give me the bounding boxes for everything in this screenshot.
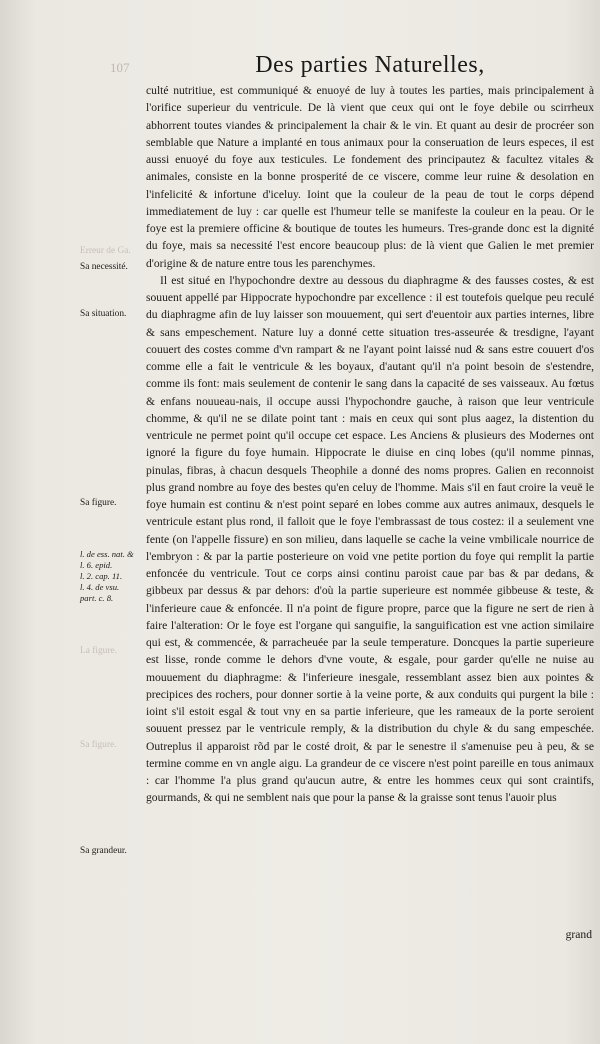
main-text-block bbox=[146, 82, 594, 807]
reference-line: l. 6. epid. bbox=[80, 560, 113, 570]
paragraph-continuation: culté nutritiue, est communiqué & enuoyé de luy à toutes les parties, mais principalement à l'orifice superieur du ventricule. De là vient que ceux qui ont le foye debile ou scirrheux abhorrent toutes viandes & principalement la chair & le vin. Et quant au desir de procréer son semblable que Nature a implanté en tous animaux pour la conseruation de leurs especes, il est aussi enuoyé du foye aux testicules. Le fondement des principautez & facultez vitales & animales, consiste en la bonne prosperité de ce viscere, comme leur ruine & desolation en l'infelicité & infortune d'iceluy. Ioint que la couleur de la peau de tout le corps dépend immediatement de luy : car quelle est l'humeur telle se manifeste la couleur en la peau. Or le foye est la premiere officine & boutique de toutes les humeurs. Tres-grande donc est la dignité du foye, mais sa necessité l'est encore beaucoup plus: de là vient que Galien le met premier d'origine & de nature entre tous les parenchymes. bbox=[146, 84, 594, 270]
paragraph-situation: Il est situé en l'hypochondre dextre au dessous du diaphragme & des fausses costes, & est souuent appellé par Hippocrate hypochondre par excellence : il est toutefois quelque peu reculé du diaphragme afin de luy laisser son mouuement, qui sert d'euentoir aux parties internes, libre & sans empeschement. Nature luy a donné cette situation tres-asseurée & tresdigne, l'ayant couuert des costes comme d'vn rampart & ne l'ayant point laissé nud & sans estre couuert d'os comme elle a fait le ventricule & les boyaux, d'autant qu'il n'a point besoin de s'estendre, comme ils font: mais seulement de contenir le sang dans la capacité de ses vaisseaux. Au fœtus & enfans nouueau-nais, il occupe aussi l'hypochondre gauche, à raison que leur ventricule chomme, & qu'il ne se dilate point tant : mais en ceux qui sont plus aagez, la distention du ventricule ne permet point qu'il occupe cet espace. Les Anciens & plusieurs des Modernes ont ignoré la figure du foye humain. Hippocrate le diuise en cinq lobes (qu'il nomme pinnas, pinulas, fibras, à chacun desquels Theophile a donné des noms propres. Galien en reconnoist plus grand nombre au foye des bestes qu'en celuy de l'homme. Mais s'il en faut croire la veuë le foye humain est continu & n'est point separé en lobes comme aux autres animaux, desquels le ventricule estant plus rond, il falloit que le foye l'embrassast de tous costez: il a seulement vne fente (on l'appelle fissure) en son milieu, dans laquelle se cache la veine vmbilicale nourrice de l'embryon : & par la partie posterieure on void vne petite portion du foye qui remplit la partie enfoncée du ventricule. Tout ce corps ainsi continu paroist caue par bas & par dedans, & gibbeux par dessus & par dehors: d'où la partie superieure est nommée gibbeuse & teste, & l'inferieure caue & enfoncée. Il n'a point de figure propre, parce que la figure ne sert de rien à faire l'alteration: Or le foye est l'organe qui sanguifie, la sanguification est vne action similaire qui est, & commencée, & parracheuée par la seule temperature. Doncques la partie superieure est lisse, ronde comme le dehors d'vne voute, & esgale, pour garder qu'elle ne nuise au mouuement du diaphragme: & l'inferieure inesgale, ressemblant assez bien aux pointes & precipices des rochers, pour donner sortie à la veine porte, & aux conduits qui purgent la bile : ioint s'il estoit esgal & tout vny en sa partie inferieure, que les rameaux de la porte seroient souuent pressez par le ventricule remply, & la distribution du chyle & du sang empeschée. Outreplus il apparoist rõd par le costé droit, & par le senestre il s'amenuise peu à peu, & se termine comme en vn angle aigu. La grandeur de ce viscere n'est point pareille en tous animaux : car l'homme l'a plus grand qu'aucun autre, & entre les hommes ceux qui sont craintifs, gourmands, & qui ne semblent nais que pour la panse & la graisse sont tenus l'auoir plus bbox=[146, 273, 594, 805]
margin-note-necessite: Sa necessité. bbox=[80, 262, 128, 272]
reference-line: l. 2. cap. 11. bbox=[80, 571, 123, 581]
margin-references bbox=[80, 549, 144, 604]
reference-line: l. 4. de vsu. bbox=[80, 582, 120, 592]
margin-note-situation: Sa situation. bbox=[80, 309, 127, 319]
reference-line: part. c. 8. bbox=[80, 593, 114, 603]
margin-note-grandeur: Sa grandeur. bbox=[80, 846, 127, 856]
reference-line: l. de ess. nat. & bbox=[80, 549, 134, 559]
bleed-through-page-number: 107 bbox=[110, 60, 130, 75]
margin-bleed-note-1: Erreur de Ga. bbox=[80, 246, 131, 256]
margin-note-figure: Sa figure. bbox=[80, 498, 117, 508]
catchword: grand bbox=[565, 928, 592, 941]
margin-bleed-note-2: La figure. bbox=[80, 646, 117, 656]
running-head: Des parties Naturelles, bbox=[255, 52, 485, 78]
margin-bleed-note-3: Sa figure. bbox=[80, 740, 117, 750]
